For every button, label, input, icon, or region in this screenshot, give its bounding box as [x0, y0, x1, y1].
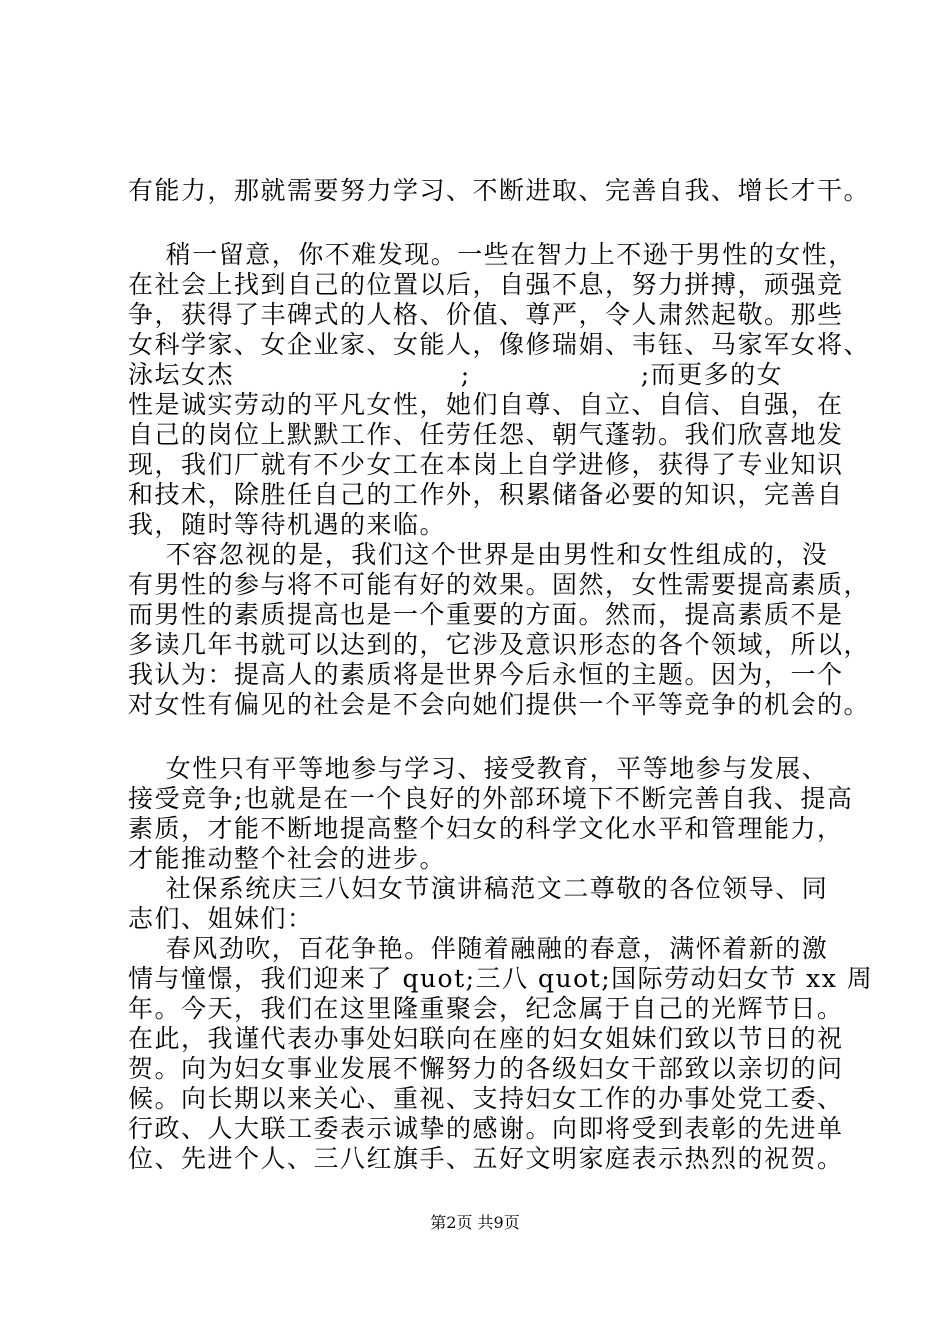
text-line: 多读几年书就可以达到的，它涉及意识形态的各个领域，所以，: [128, 630, 871, 659]
text-line: 我，随时等待机遇的来临。: [128, 510, 447, 539]
text-line: 对女性有偏见的社会是不会向她们提供一个平等竞争的机会的。: [128, 690, 871, 719]
text-line: 女科学家、女企业家、女能人，像修瑞娟、韦钰、马家军女将、: [128, 330, 871, 359]
text-line: 而男性的素质提高也是一个重要的方面。然而，提高素质不是: [128, 600, 844, 629]
text-line: 才能推动整个社会的进步。: [128, 844, 447, 873]
text-line: 自己的岗位上默默工作、任劳任怨、朝气蓬勃。我们欣喜地发: [128, 420, 844, 449]
text-line: 泳坛女杰 ; ;而更多的女: [128, 360, 784, 389]
text-line: 现，我们厂就有不少女工在本岗上自学进修，获得了专业知识: [128, 450, 844, 479]
text-line: 社保系统庆三八妇女节演讲稿范文二尊敬的各位领导、同: [128, 874, 829, 903]
text-line: 性是诚实劳动的平凡女性，她们自尊、自立、自信、自强，在: [128, 390, 844, 419]
text-line: 争，获得了丰碑式的人格、价值、尊严，令人肃然起敬。那些: [128, 300, 844, 329]
text-line: 志们、姐妹们：: [128, 904, 314, 933]
text-line: 贺。向为妇女事业发展不懈努力的各级妇女干部致以亲切的问: [128, 1054, 844, 1083]
text-line: 春风劲吹，百花争艳。伴随着融融的春意，满怀着新的激: [128, 934, 829, 963]
text-line: 位、先进个人、三八红旗手、五好文明家庭表示热烈的祝贺。: [128, 1144, 844, 1173]
text-line: 我认为：提高人的素质将是世界今后永恒的主题。因为，一个: [128, 660, 844, 689]
text-line: 在此，我谨代表办事处妇联向在座的妇女姐妹们致以节日的祝: [128, 1024, 844, 1053]
text-line: 行政、人大联工委表示诚挚的感谢。向即将受到表彰的先进单: [128, 1114, 844, 1143]
text-line: 素质，才能不断地提高整个妇女的科学文化水平和管理能力，: [128, 814, 844, 843]
text-line: 年。今天，我们在这里隆重聚会，纪念属于自己的光辉节日。: [128, 994, 844, 1023]
text-line: 不容忽视的是，我们这个世界是由男性和女性组成的，没: [128, 540, 829, 569]
page-number-footer: 第2页 共9页: [430, 1213, 520, 1232]
text-line: 稍一留意，你不难发现。一些在智力上不逊于男性的女性，: [128, 240, 855, 269]
text-line: 在社会上找到自己的位置以后，自强不息，努力拼搏，顽强竞: [128, 270, 844, 299]
text-line: 女性只有平等地参与学习、接受教育，平等地参与发展、: [128, 754, 829, 783]
text-line: 有能力，那就需要努力学习、不断进取、完善自我、增长才干。: [128, 176, 871, 205]
text-line: 和技术，除胜任自己的工作外，积累储备必要的知识，完善自: [128, 480, 844, 509]
text-line: 接受竞争;也就是在一个良好的外部环境下不断完善自我、提高: [128, 784, 854, 813]
text-line: 情与憧憬，我们迎来了 quot;三八 quot;国际劳动妇女节 xx 周: [128, 964, 874, 993]
text-line: 候。向长期以来关心、重视、支持妇女工作的办事处党工委、: [128, 1084, 844, 1113]
text-line: 有男性的参与将不可能有好的效果。固然，女性需要提高素质，: [128, 570, 871, 599]
